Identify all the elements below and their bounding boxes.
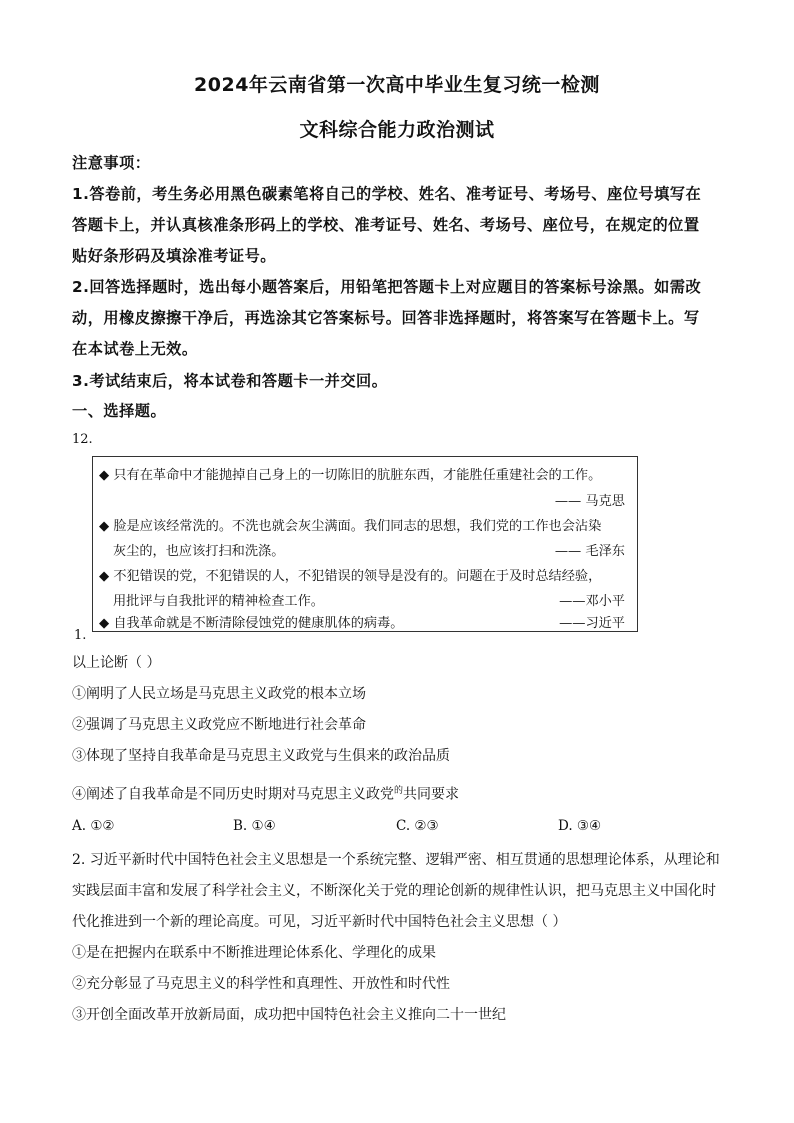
quote-author: ——习近平 <box>559 616 625 631</box>
statement: ③开创全面改革开放新局面，成功把中国特色社会主义推向二十一世纪 <box>72 1007 506 1023</box>
exam-subtitle: 文科综合能力政治测试 <box>299 119 495 141</box>
notice-line: 答题卡上，并认真核准条形码上的学校、准考证号、姓名、考场号、座位号，在规定的位置 <box>72 216 700 234</box>
statement: ③体现了坚持自我革命是马克思主义政党与生俱来的政治品质 <box>72 748 450 764</box>
statement-text: 共同要求 <box>403 786 460 803</box>
quote-line: ◆ 只有在革命中才能抛掉自己身上的一切陈旧的肮脏东西，才能胜任重建社会的工作。 <box>99 468 602 483</box>
question-stem-line: 实践层面丰富和发展了科学社会主义，不断深化关于党的理论创新的规律性认识，把马克思主义中国化时 <box>72 883 716 899</box>
question-number: 1. <box>74 628 87 643</box>
question-stem-line: 2. 习近平新时代中国特色社会主义思想是一个系统完整、逻辑严密、相互贯通的思想理论体系，从理论和 <box>72 852 720 868</box>
notice-line: 1.答卷前，考生务必用黑色碳素笔将自己的学校、姓名、准考证号、考场号、座位号填写在 <box>72 185 702 203</box>
notice-heading: 注意事项： <box>72 154 151 172</box>
statement <box>72 783 459 804</box>
quote-line: ◆ 自我革命就是不断清除侵蚀党的健康肌体的病毒。 <box>99 616 404 631</box>
quote-author: —— 毛泽东 <box>554 544 625 559</box>
statement: ①是在把握内在联系中不断推进理论体系化、学理化的成果 <box>72 945 436 961</box>
quote-line: ◆ 不犯错误的党，不犯错误的人，不犯错误的领导是没有的。问题在于及时总结经验， <box>99 569 602 584</box>
notice-line: 2.回答选择题时，选出每小题答案后，用铅笔把答题卡上对应题目的答案标号涂黑。如需改 <box>72 278 702 296</box>
option-a: A. ①② <box>72 818 115 834</box>
question-stem: 以上论断（ ） <box>72 655 161 671</box>
question-pre-number: 12. <box>72 432 93 447</box>
quote-author: ——邓小平 <box>559 594 625 609</box>
statement: ①阐明了人民立场是马克思主义政党的根本立场 <box>72 686 366 702</box>
quote-line: 灰尘的，也应该打扫和洗涤。 <box>113 544 285 559</box>
quote-author: —— 马克思 <box>554 494 625 509</box>
notice-line: 3.考试结束后，将本试卷和答题卡一并交回。 <box>72 372 388 390</box>
option-d: D. ③④ <box>558 818 602 834</box>
statement: ②充分彰显了马克思主义的科学性和真理性、开放性和时代性 <box>72 976 450 992</box>
notice-line: 在本试卷上无效。 <box>72 340 198 358</box>
option-b: B. ①④ <box>233 818 276 834</box>
statement-text: ④阐述了自我革命是不同历史时期对马克思主义政党 <box>72 786 394 803</box>
quote-line: ◆ 脸是应该经常洗的。不洗也就会灰尘满面。我们同志的思想，我们党的工作也会沾染 <box>99 519 602 534</box>
statement: ②强调了马克思主义政党应不断地进行社会革命 <box>72 717 366 733</box>
exam-title: 2024年云南省第一次高中毕业生复习统一检测 <box>194 74 600 96</box>
notice-line: 贴好条形码及填涂准考证号。 <box>72 247 276 265</box>
option-c: C. ②③ <box>396 818 439 834</box>
statement-superscript: 的 <box>394 786 404 796</box>
section-heading: 一、选择题。 <box>72 402 167 420</box>
notice-line: 动，用橡皮擦擦干净后，再选涂其它答案标号。回答非选择题时，将答案写在答题卡上。写 <box>72 309 700 327</box>
quote-line: 用批评与自我批评的精神检查工作。 <box>113 594 324 609</box>
question-stem-line: 代化推进到一个新的理论高度。可见，习近平新时代中国特色社会主义思想（ ） <box>72 914 567 930</box>
quote-box <box>92 456 638 632</box>
